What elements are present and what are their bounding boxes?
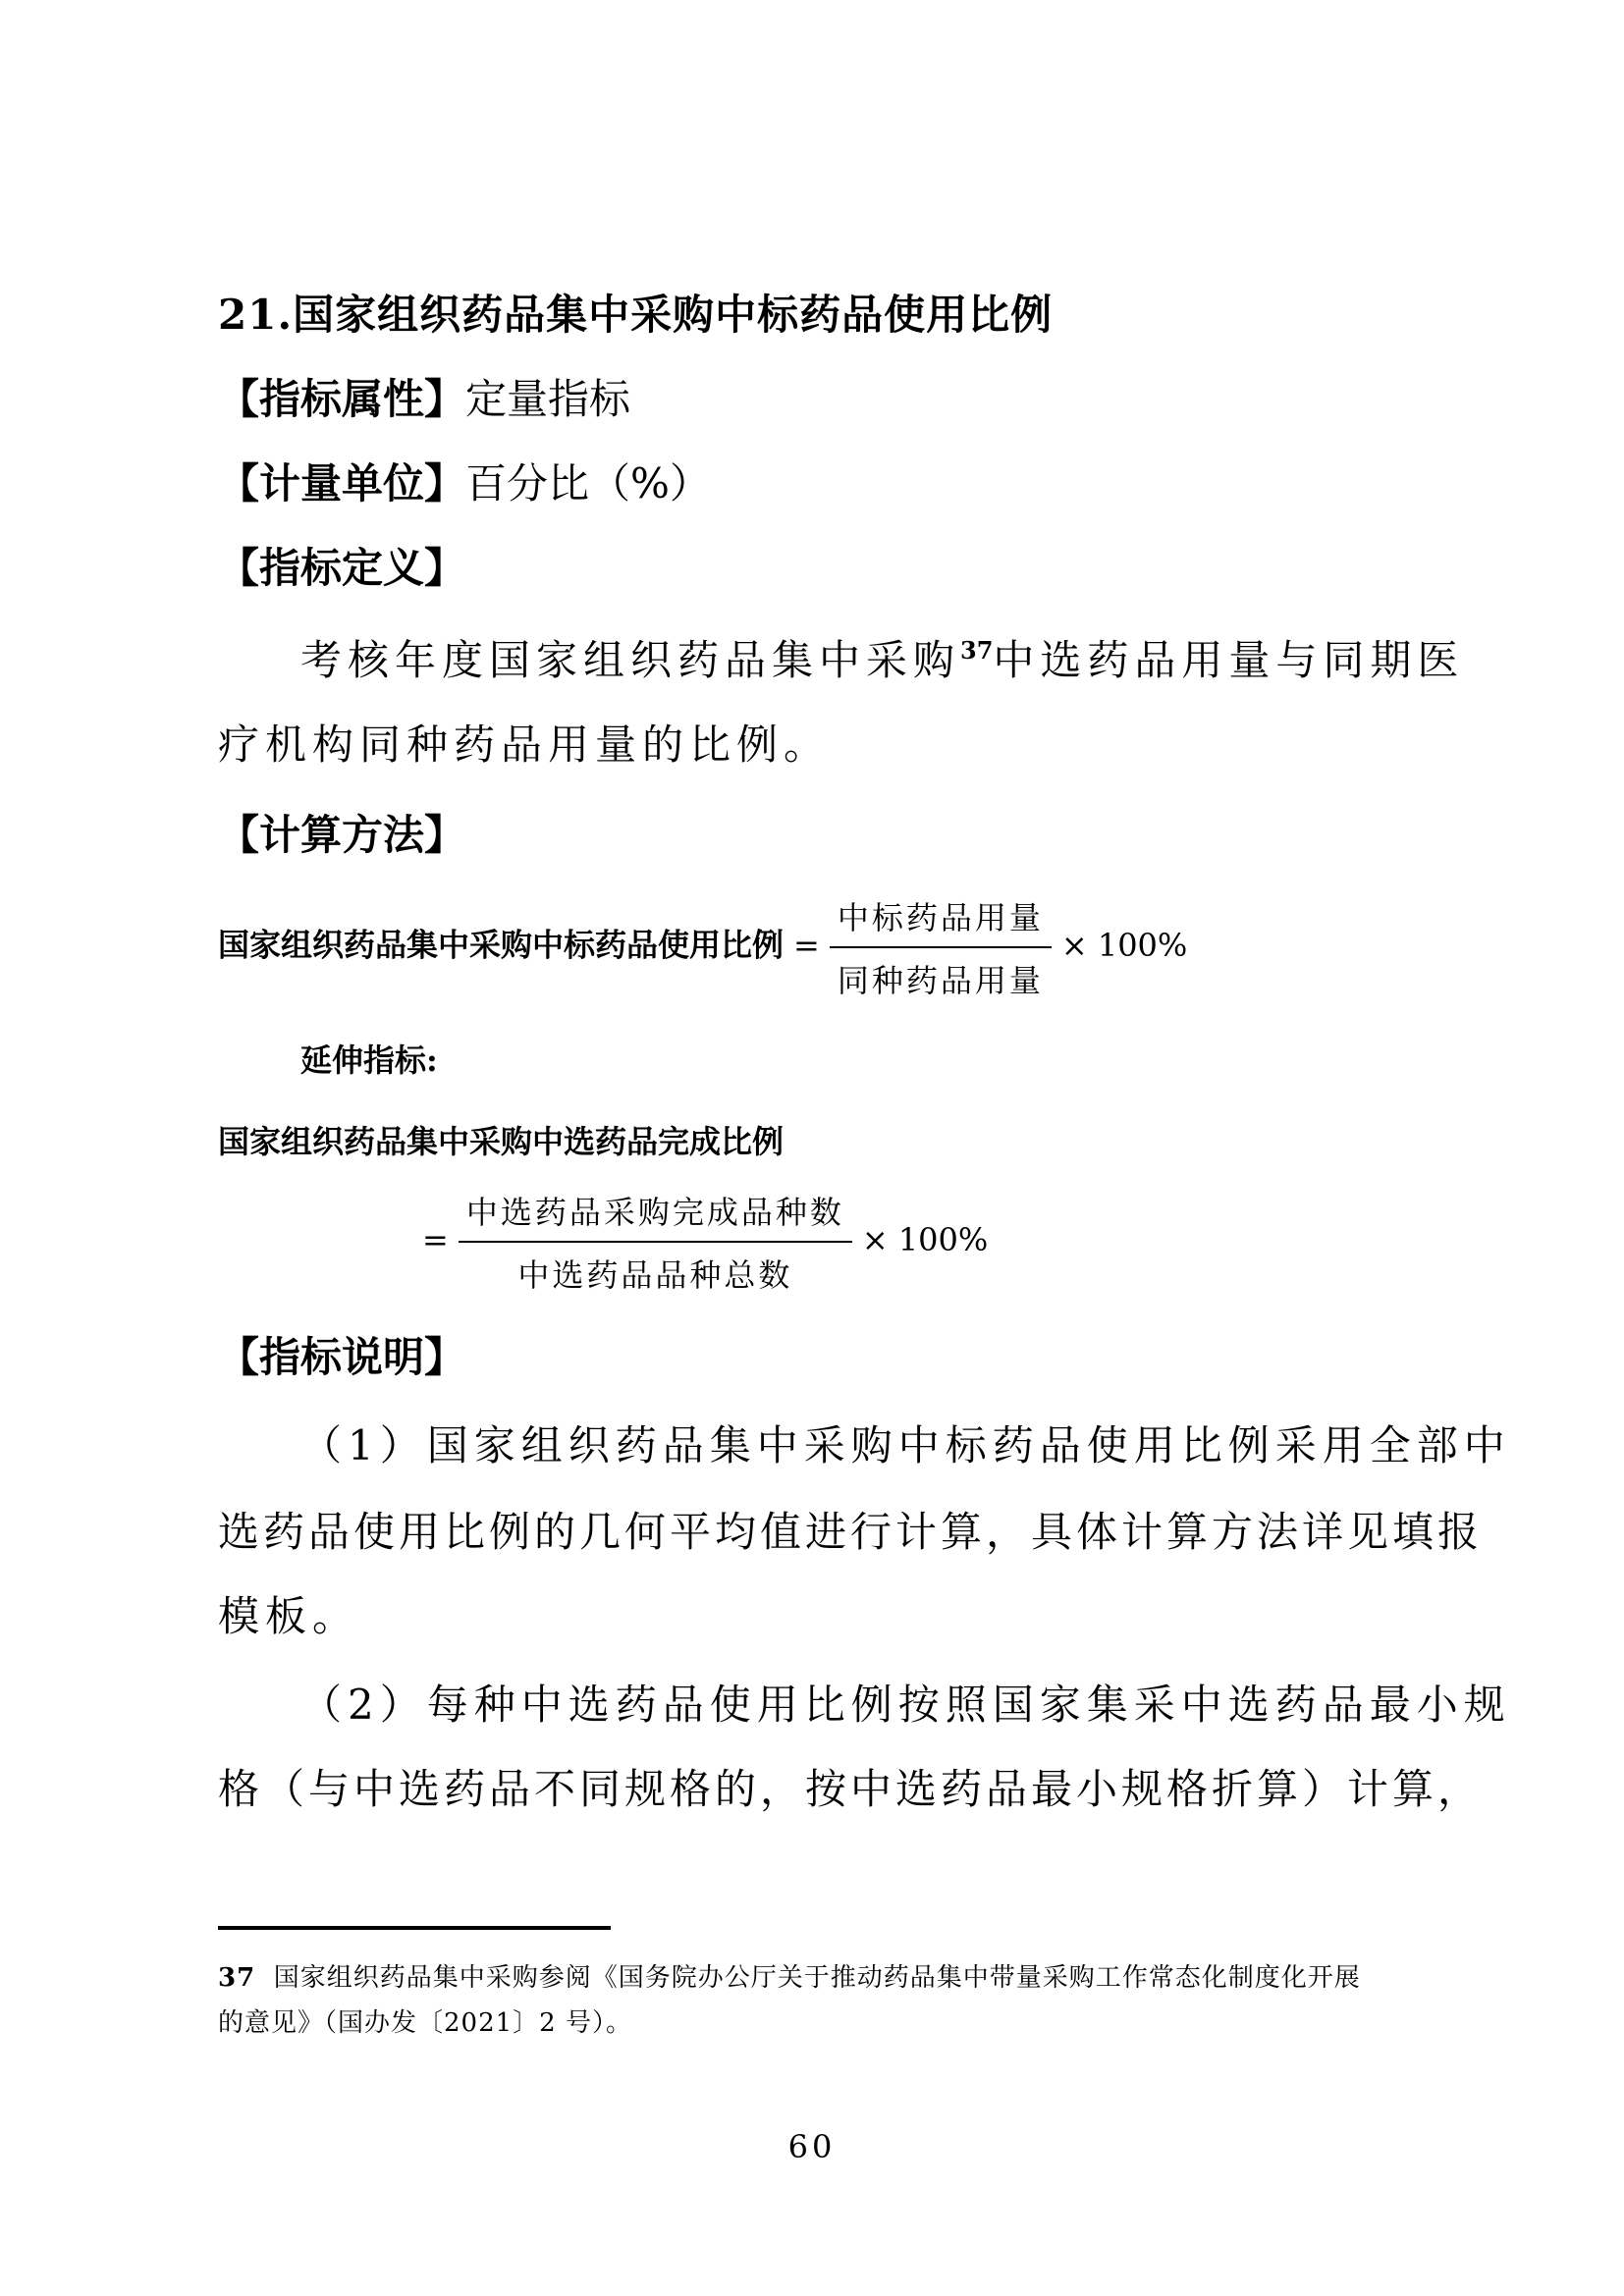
footnote-number: 37 — [218, 1963, 256, 1993]
explanation-p2-line1: （2）每种中选药品使用比例按照国家集采中选药品最小规 — [300, 1681, 1511, 1729]
definition-line-1 — [300, 628, 1464, 687]
definition-label: 【指标定义】 — [218, 544, 466, 592]
formula-extension-times: × 100% — [861, 1220, 989, 1258]
definition-text-a: 考核年度国家组织药品集中采购 — [300, 636, 961, 684]
section-heading: 21.国家组织药品集中采购中标药品使用比例 — [218, 291, 1054, 339]
footnote-line-2: 的意见》（国办发〔2021〕2 号）。 — [218, 2008, 632, 2038]
explanation-p2-line2: 格（与中选药品不同规格的，按中选药品最小规格折算）计算， — [218, 1765, 1484, 1813]
explanation-p1-line2: 选药品使用比例的几何平均值进行计算，具体计算方法详见填报 — [218, 1508, 1484, 1556]
formula-extension-numerator: 中选药品采购完成品种数 — [459, 1188, 852, 1243]
footnote-line-1 — [218, 1957, 1361, 1994]
unit-value: 百分比（%） — [465, 459, 711, 507]
explanation-label: 【指标说明】 — [218, 1333, 466, 1381]
formula-extension-lhs: 国家组织药品集中采购中选药品完成比例 — [218, 1123, 785, 1160]
formula-main-fraction — [830, 893, 1052, 1001]
formula-main-lhs: 国家组织药品集中采购中标药品使用比例 — [218, 926, 785, 964]
formula-main — [218, 893, 1197, 1001]
attribute-value: 定量指标 — [465, 375, 631, 423]
page-number: 60 — [787, 2128, 837, 2165]
footnote-divider — [218, 1926, 611, 1930]
formula-main-equals: = — [793, 926, 820, 964]
formula-extension-denominator: 中选药品品种总数 — [517, 1256, 793, 1294]
definition-text-b: 中选药品用量与同期医 — [993, 636, 1465, 684]
attribute-label: 【指标属性】 — [218, 375, 466, 423]
formula-extension-equals: = — [422, 1220, 449, 1258]
footnote-text-1: 国家组织药品集中采购参阅《国务院办公厅关于推动药品集中带量采购工作常态化制度化开展 — [273, 1963, 1361, 1993]
formula-main-denominator: 同种药品用量 — [837, 962, 1044, 999]
explanation-p1-line1: （1）国家组织药品集中采购中标药品使用比例采用全部中 — [300, 1421, 1511, 1469]
unit-line — [218, 452, 711, 510]
formula-extension-fraction — [459, 1188, 852, 1296]
formula-main-times: × 100% — [1060, 926, 1188, 964]
footnote-ref[interactable]: 37 — [960, 636, 994, 665]
explanation-p1-line3: 模板。 — [218, 1592, 360, 1640]
definition-line-2: 疗机构同种药品用量的比例。 — [218, 721, 832, 769]
unit-label: 【计量单位】 — [218, 459, 466, 507]
calc-label: 【计算方法】 — [218, 811, 466, 859]
extension-label: 延伸指标: — [300, 1041, 438, 1079]
formula-extension — [412, 1188, 998, 1296]
formula-main-numerator: 中标药品用量 — [830, 893, 1052, 948]
attribute-line — [218, 367, 630, 426]
